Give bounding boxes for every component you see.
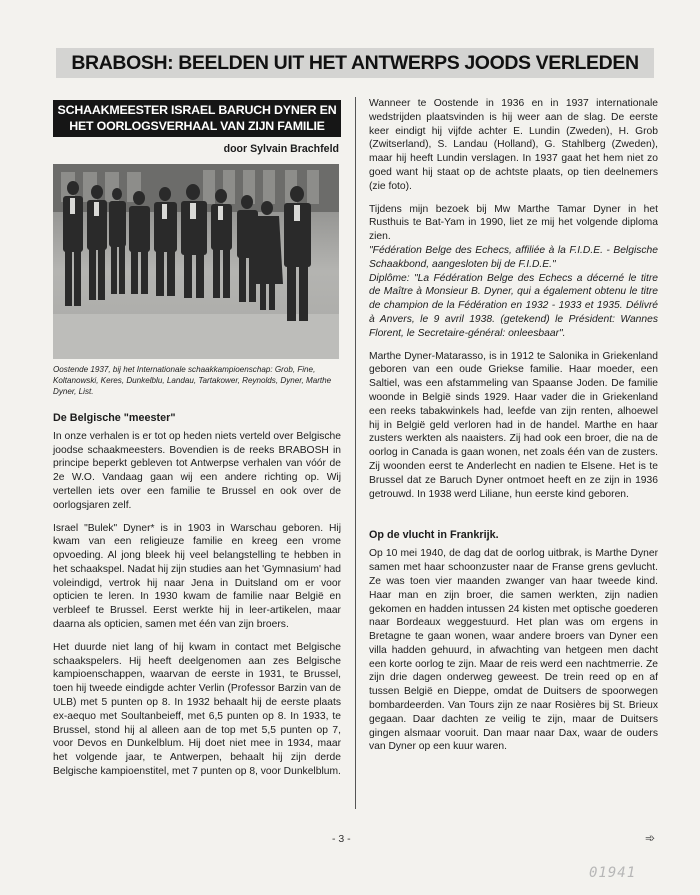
quote-federation: "Fédération Belge des Echecs, affiliée à la F.I.D.E. - Belgische Schaakbond, aangesloten bij de F.I.D.E." (369, 244, 658, 270)
page-number: - 3 - (332, 833, 351, 845)
byline: door Sylvain Brachfeld (223, 143, 339, 155)
paragraph: In onze verhalen is er tot op heden niets verteld over Belgische joodse schaakmeesters. Bovendien is de reeks BRABOSH in principe beperkt gebleven tot Antwerpse verhalen van vóór de 2e W.O. Vandaag gaan wij een andere richting op. Wij vertellen iets over een familie te Brussel en ook over de oorlogsjaren zelf. (53, 430, 341, 511)
group-photo (53, 164, 339, 359)
section-title-de-belgische-meester: De Belgische "meester" (53, 411, 176, 424)
right-column (369, 97, 658, 763)
page-title-bar (56, 48, 654, 78)
diploma-quote (369, 244, 658, 341)
left-column (53, 100, 341, 788)
paragraph: Op 10 mei 1940, de dag dat de oorlog uitbrak, is Marthe Dyner samen met haar schoonzuster naar de Franse grens gevlucht. Ze was toen vier maanden zwanger van haar tweede kind. Haar man en zijn broer, die samen werkten, zijn nadien gekomen en hadden intussen 24 kisten met optische goederen naar Bordeaux weggestuurd. Het plan was om ergens in Bretagne te gaan wonen, waar andere broers van Dyner een villa hadden gehuurd, in afwachting van hetgeen men dacht een korte oorlog te zijn. Maar de reis werd een nachtmerrie. Ze zijn drie dagen onderweg geweest. De trein reed op en af tussen België en Dieppe, omdat de Duitsers de spoorwegen bombardeerden. Van Tours zijn ze naar Rosières bij St. Brieux gegaan. Daar dachten ze veilig te zijn, maar de Duitsers gingen alsmaar vooruit. Dan maar naar Dax, waar de ouders van Dyner op een kuur waren. (369, 548, 658, 753)
section-title-op-de-vlucht: Op de vlucht in Frankrijk. (369, 529, 499, 542)
paragraph: Wanneer te Oostende in 1936 en in 1937 internationale wedstrijden plaatsvinden is hij weer aan de slag. De eerste keer eindigt hij vijfde achter E. Lundin (Zweden), H. Grob (Zwitserland), S. Landau (Holland), G. Stahlberg (Zweden), maar hij heeft Lundin verslagen. In 1937 gaat het hem niet zo goed want hij staat op de achtste plaats, op tien deelnemers (zie foto). (369, 98, 658, 192)
quote-diploma: Diplôme: "La Fédération Belge des Echecs a décerné le titre de Maître à Monsieur B. Dyner, qui a également obtenu le titre de champion de la Fédération en 1932 - 1933 et 1935. Délivré à Anvers, le 9 avril 1938. (getekend) le Président: Wannes Florent, le Secretaire-général: onleesbaar". (369, 272, 658, 339)
paragraph: Marthe Dyner-Matarasso, is in 1912 te Salonika in Griekenland geboren van een oude Griekse familie. Haar moeder, een Saltiel, was een afstammeling van Spaanse Joden. De familie woonde in België sinds 1929. Haar vader die in Griekenland een reeks tabakwinkels had, leefde van zijn renten, alhoewel hij in België geld verloren had in de handel. Marthe en haar zusters werkten als naaisters. Zij had ook een broer, die na de oorlog in Canada is gaan wonen, net zoals één van de zusters. Zij woonden eerst te Anderlecht en nadien te Elsene. Het is te Brussel dat ze Baruch Dyner ontmoet heeft en ze zijn in 1936 getrouwd. In 1938 werd Liliane, hun eerste kind geboren. (369, 350, 658, 500)
paragraph: Tijdens mijn bezoek bij Mw Marthe Tamar Dyner in het Rusthuis te Bat-Yam in 1990, liet ze mij het volgende diploma zien. (369, 203, 658, 243)
paragraph: Het duurde niet lang of hij kwam in contact met Belgische schaakspelers. Hij heeft deelgenomen aan zes Belgische kampioenschappen, waarvan de eerste in 1931, te Brussel, toen hij tweede eindigde achter Verlin (Professor Barzin van de ULB) met 5 punten op 8. In 1932 behaalt hij de eerste plaats ex-aequo met Soultanbeieff, met 6,5 punten op 8. In 1933, te Brussel, stond hij al alleen aan de top met 5,5 punten op 7, voor Devos en Dunkelblum. Hij doet niet mee in 1934, maar het volgende jaar, te Antwerpen, behaalt hij zijn derde Belgische kampioenstitel, met 7 punten op 8, voor Dunkelblum. (53, 641, 341, 778)
next-page-arrow-icon: ➾ (645, 831, 656, 845)
page-title: BRABOSH: BEELDEN UIT HET ANTWERPS JOODS VERLEDEN (71, 51, 639, 74)
column-divider (355, 97, 356, 809)
archive-number: 01941 (589, 865, 637, 881)
paragraph: Israel "Bulek" Dyner* is in 1903 in Warschau geboren. Hij kwam van een religieuze familie en kreeg een vrome opvoeding. Al jong bleek hij veel belangstelling te hebben in het schaakspel. Nadat hij zijn studies aan het 'Gymnasium' had voleindigd, vertrok hij naar Jena in Duitsland om er voor opticien te leren. In 1930 kwam de familie naar België en verbleef te Brussel. Eerst werkte hij in leer-artikelen, maar daarna als opticien, samen met één van zijn broers. (53, 522, 341, 631)
article-headline: SCHAAKMEESTER ISRAEL BARUCH DYNER EN HET OORLOGSVERHAAL VAN ZIJN FAMILIE (53, 100, 341, 137)
photo-caption: Oostende 1937, bij het Internationale schaakkampioenschap: Grob, Fine, Koltanowski, Keres, Dunkelblu, Landau, Tartakower, Reynolds, Dyner, Marthe Dyner, List. (53, 365, 332, 396)
